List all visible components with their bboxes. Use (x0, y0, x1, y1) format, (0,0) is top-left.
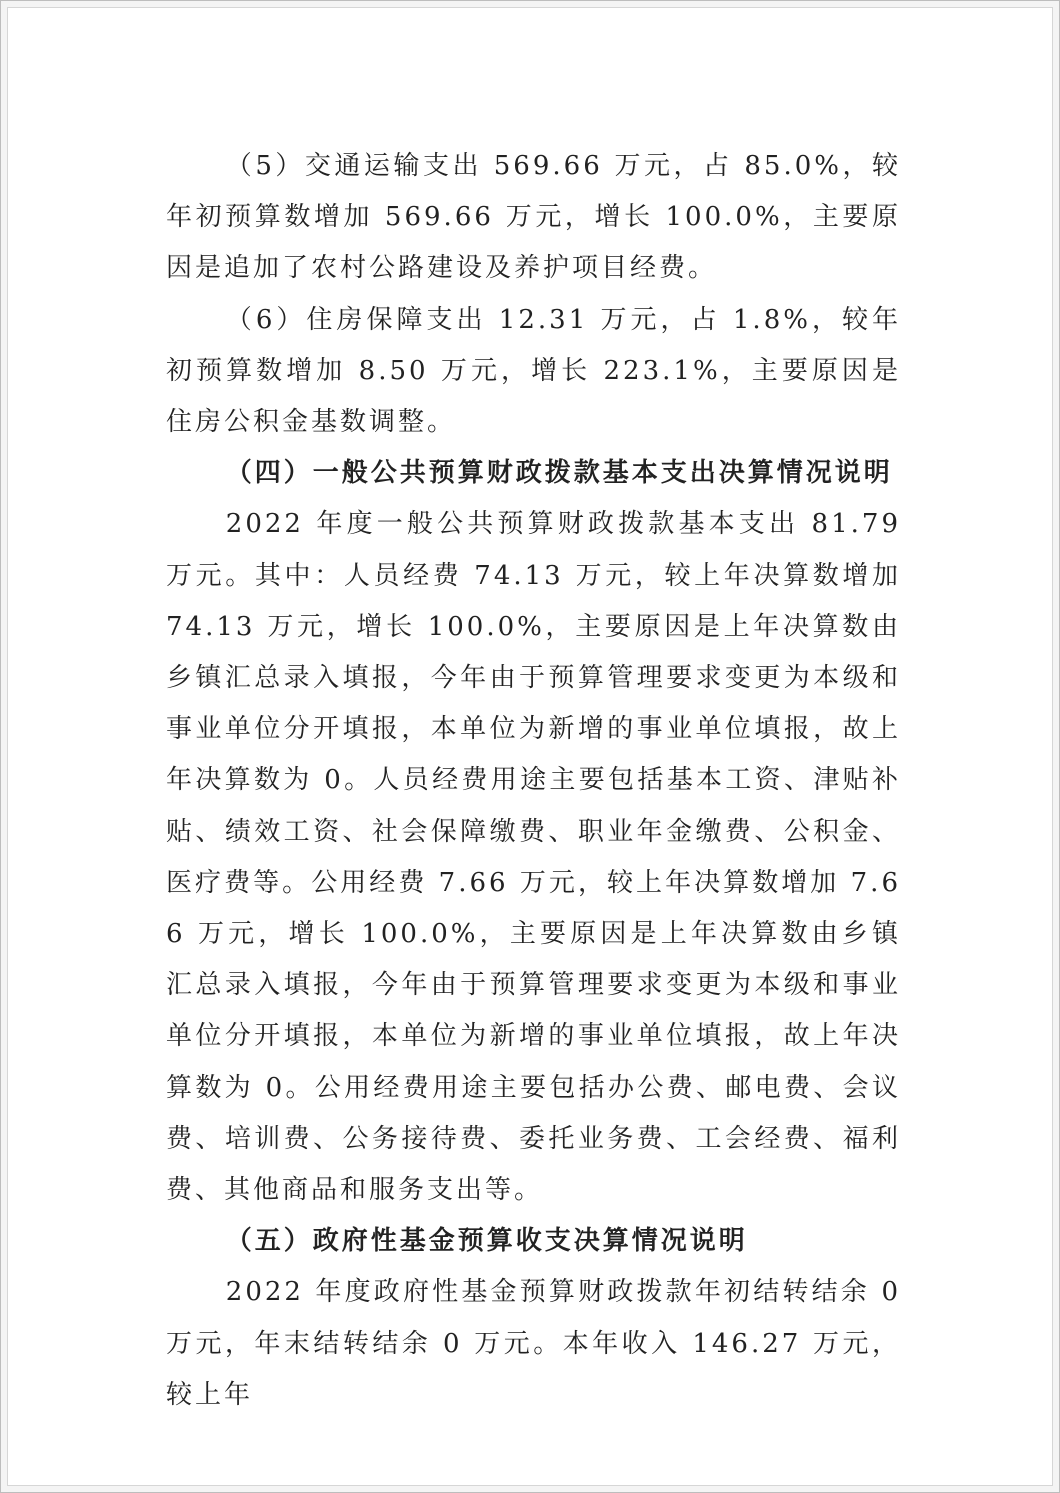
section-heading-basic-expenditure: （四）一般公共预算财政拨款基本支出决算情况说明 (225, 458, 893, 489)
paragraph-basic-expenditure: 2022 年度一般公共预算财政拨款基本支出 81.79 万元。其中：人员经费 74.13 万元，较上年决算数增加 74.13 万元，增长 100.0%，主要原因是上年决算数由乡镇汇总录入填报，今年由于预算管理要求变更为本级和事业单位分开填报，本单位为新增的事业单位填报，故上年决算数为 0。人员经费用途主要包括基本工资、津贴补贴、绩效工资、社会保障缴费、职业年金缴费、公积金、医疗费等。公用经费 7.66 万元，较上年决算数增加 7.66 万元，增长 100.0%，主要原因是上年决算数由乡镇汇总录入填报，今年由于预算管理要求变更为本级和事业单位分开填报，本单位为新增的事业单位填报，故上年决算数为 0。公用经费用途主要包括办公费、邮电费、会议费、培训费、公务接待费、委托业务费、工会经费、福利费、其他商品和服务支出等。 (166, 509, 901, 1206)
paragraph-transport-expenditure: （5）交通运输支出 569.66 万元，占 85.0%，较年初预算数增加 569.66 万元，增长 100.0%，主要原因是追加了农村公路建设及养护项目经费。 (166, 151, 901, 284)
paragraph-government-fund: 2022 年度政府性基金预算财政拨款年初结转结余 0 万元，年末结转结余 0 万元。本年收入 146.27 万元，较上年 (166, 1277, 901, 1410)
paragraph-housing-expenditure: （6）住房保障支出 12.31 万元，占 1.8%，较年初预算数增加 8.50 万元，增长 223.1%，主要原因是住房公积金基数调整。 (166, 304, 901, 438)
section-heading-government-fund: （五）政府性基金预算收支决算情况说明 (225, 1226, 748, 1257)
document-body (166, 141, 901, 1421)
